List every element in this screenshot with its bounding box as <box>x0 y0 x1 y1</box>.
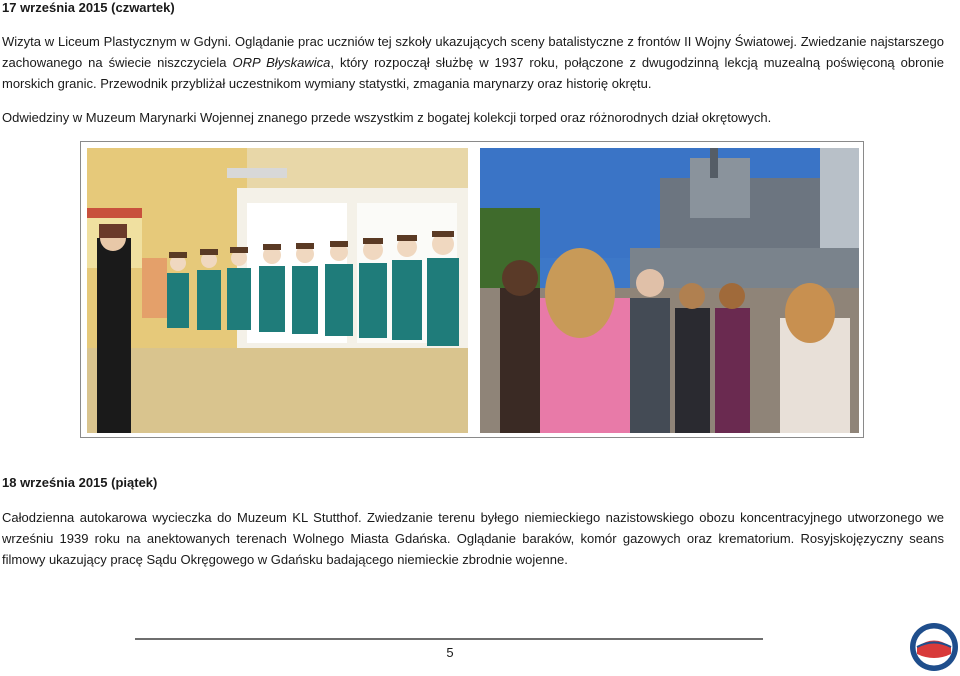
page-number: 5 <box>446 645 454 660</box>
photo-choir-image <box>87 148 468 433</box>
section2-date-heading: 18 września 2015 (piątek) <box>2 475 158 490</box>
section1-paragraph-1-text-a: Wizyta w Liceum Plastycznym w Gdyni. Oglądanie prac uczniów tej szkoły ukazujących sceny batalistyczne z frontów II Wojny Światowej. Zwiedzanie najstarszego zachowanego na świecie niszczyciela <box>2 34 944 70</box>
footer-rule <box>135 638 763 640</box>
exchange-program-logo-icon <box>909 622 959 672</box>
section2-paragraph-1: Całodzienna autokarowa wycieczka do Muzeum KL Stutthof. Zwiedzanie terenu byłego niemieckiego nazistowskiego obozu koncentracyjnego utworzonego we wrześniu 1939 roku na anektowanych terenach Wolnego Miasta Gdańska. Oglądanie baraków, komór gazowych oraz krematorium. Rosyjskojęzyczny seans filmowy ukazujący pracę Sądu Okręgowego w Gdańsku badającego niemieckie zbrodnie wojenne. <box>2 510 944 567</box>
photo-ship-visit-image <box>480 148 859 433</box>
section1-date-heading: 17 września 2015 (czwartek) <box>2 0 175 15</box>
photo-frame <box>80 141 864 438</box>
photo-choir <box>87 148 468 433</box>
section1-paragraph-2: Odwiedziny w Muzeum Marynarki Wojennej znanego przede wszystkim z bogatej kolekcji torped oraz różnorodnych dział okrętowych. <box>2 110 772 125</box>
section1-paragraph-1-text-b: , który rozpoczął służbę w 1937 roku, połączone z dwugodzinną lekcją muzealną poświęconą obronie morskich granic. Przewodnik przybliżał uczestnikom wymiany statystki, zmagania marynarzy oraz historię okrętu. <box>2 55 944 91</box>
section1-paragraph-1 <box>2 31 944 94</box>
photo-ship-visit <box>480 148 859 433</box>
ship-name: ORP Błyskawica <box>232 55 331 70</box>
